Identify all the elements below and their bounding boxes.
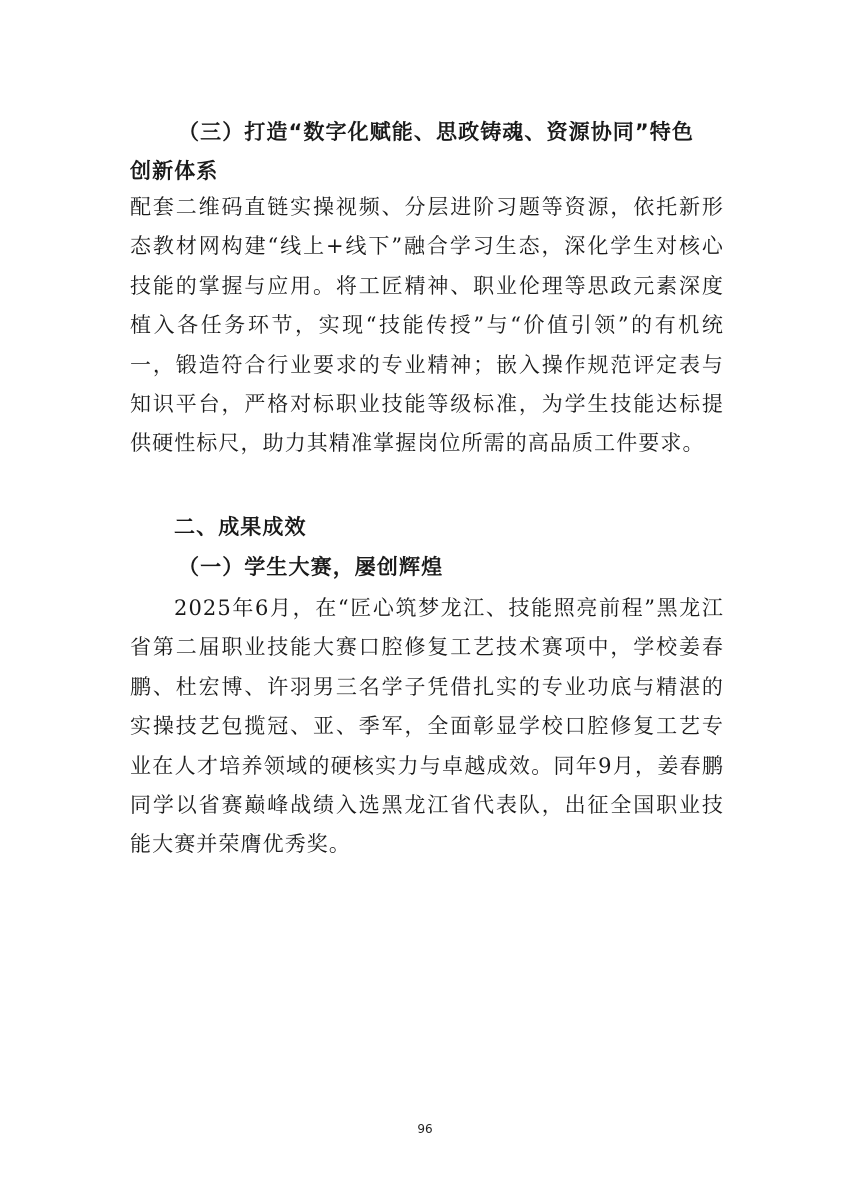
section-heading-3-line1: （三）打造“数字化赋能、思政铸魂、资源协同”特色 bbox=[178, 120, 695, 144]
section-heading-3-line2: 创新体系 bbox=[130, 159, 219, 184]
section-heading-3 bbox=[130, 113, 724, 192]
results-heading: 二、成果成效 bbox=[174, 515, 307, 539]
section-3-paragraph: 配套二维码直链实操视频、分层进阶习题等资源，依托新形态教材网构建“线上+线下”融合学习生态，深化学生对核心技能的掌握与应用。将工匠精神、职业伦理等思政元素深度植入各任务环节，实现“技能传授”与“价值引领”的有机统一，锻造符合行业要求的专业精神；嵌入操作规范评定表与知识平台，严格对标职业技能等级标准，为学生技能达标提供硬性标尺，助力其精准掌握岗位所需的高品质工件要求。 bbox=[130, 195, 724, 456]
subsection-heading-1: （一）学生大赛，屡创辉煌 bbox=[178, 555, 444, 579]
subsection-1-paragraph: 2025年6月，在“匠心筑梦龙江、技能照亮前程”黑龙江省第二届职业技能大赛口腔修复工艺技术赛项中，学校姜春鹏、杜宏博、许羽男三名学子凭借扎实的专业功底与精湛的实操技艺包揽冠、亚、季军，全面彰显学校口腔修复工艺专业在人才培养领域的硬核实力与卓越成效。同年9月，姜春鹏同学以省赛巅峰战绩入选黑龙江省代表队，出征全国职业技能大赛并荣膺优秀奖。 bbox=[130, 596, 724, 857]
page-number: 96 bbox=[417, 1122, 433, 1136]
